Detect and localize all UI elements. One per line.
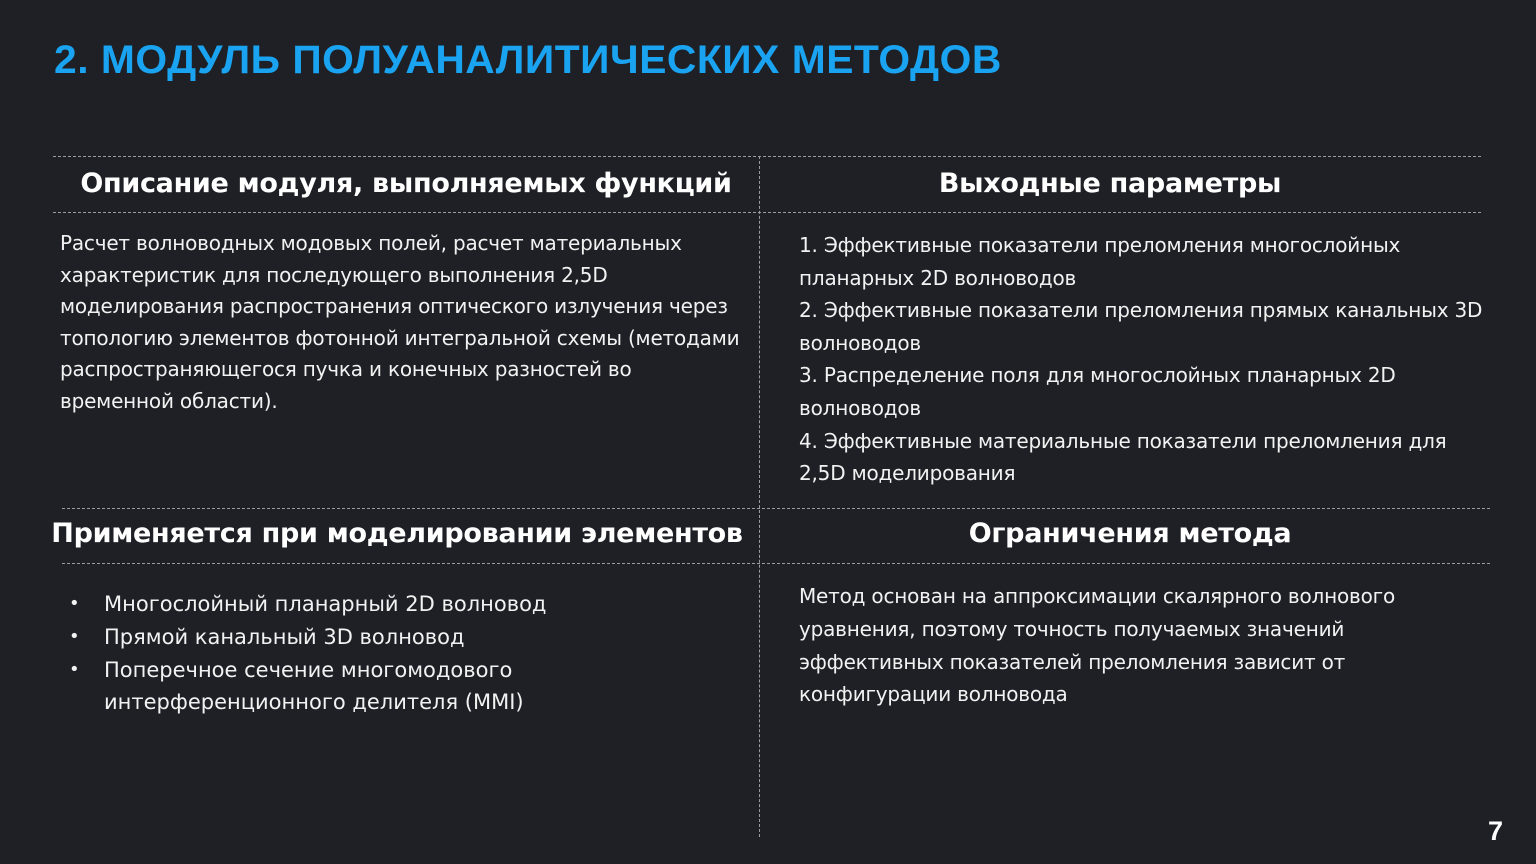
divider-top (53, 156, 1481, 157)
divider-vertical (759, 156, 760, 837)
outputs-item: 3. Распределение поля для многослойных планарных 2D волноводов (799, 363, 1396, 420)
outputs-item: 1. Эффективные показатели преломления многослойных планарных 2D волноводов (799, 233, 1401, 290)
applications-item (66, 621, 666, 654)
bullet-icon: • (69, 593, 80, 614)
applications-item (66, 588, 666, 621)
description-heading: Описание модуля, выполняемых функций (80, 168, 732, 199)
applications-item-label: Многослойный планарный 2D волновод (104, 592, 547, 616)
outputs-list (799, 229, 1499, 490)
outputs-item: 2. Эффективные показатели преломления прямых канальных 3D волноводов (799, 298, 1483, 355)
bullet-icon: • (69, 658, 80, 680)
description-text: Расчет волноводных модовых полей, расчет материальных характеристик для последующего выполнения 2,5D моделирования распространения оптического излучения через топологию элементов фотонной интегральной схемы (методами распространяющегося пучка и конечных разностей во временной области). (60, 231, 740, 413)
divider-middle (62, 508, 1490, 509)
applications-heading: Применяется при моделировании элементов (51, 518, 743, 549)
outputs-heading: Выходные параметры (938, 168, 1282, 199)
applications-item-label: Прямой канальный 3D волновод (104, 624, 465, 649)
outputs-item: 4. Эффективные материальные показатели преломления для 2,5D моделирования (799, 428, 1447, 486)
limitations-heading: Ограничения метода (968, 518, 1292, 549)
divider-header-1 (53, 212, 1481, 213)
applications-item (66, 654, 666, 720)
divider-header-2 (62, 563, 1490, 564)
applications-item-label: Поперечное сечение многомодового интерференционного делителя (MMI) (104, 657, 524, 715)
limitations-text: Метод основан на аппроксимации скалярного волнового уравнения, поэтому точность получаемых значений эффективных показателей преломления зависит от конфигурации волновода (799, 584, 1396, 707)
bullet-icon: • (69, 625, 80, 647)
applications-list (66, 588, 666, 719)
page-number: 7 (1487, 816, 1503, 846)
slide-title: 2. МОДУЛЬ ПОЛУАНАЛИТИЧЕСКИХ МЕТОДОВ (54, 38, 1002, 82)
